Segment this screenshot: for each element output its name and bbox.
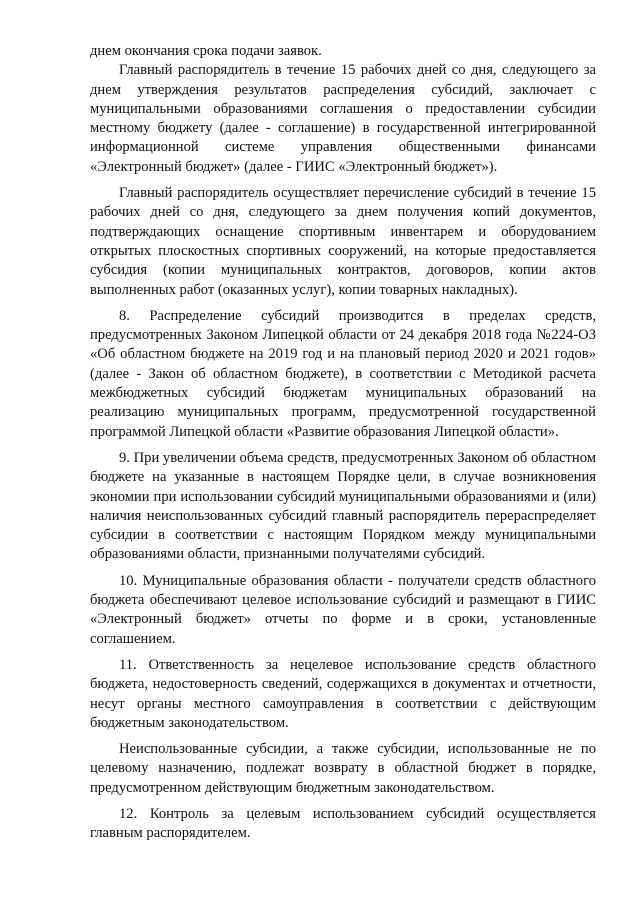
- paragraph-item-12: 12. Контроль за целевым использованием субсидий осуществляется главным распорядителем.: [90, 805, 596, 842]
- paragraph-agreement: Главный распорядитель в течение 15 рабочих дней со дня, следующего за днем утверждения результатов распределения субсидий, заключает с муниципальными образованиями соглашения о предоставлении субсидии местному бюджету (далее - соглашение) в государственной интегрированной информационной системе управления общественными финансами «Электронный бюджет» (далее - ГИИС «Электронный бюджет»).: [90, 62, 596, 175]
- paragraph-unused-subsidies: Неиспользованные субсидии, а также субсидии, использованные не по целевому назначению, подлежат возврату в областной бюджет в порядке, предусмотренном действующим бюджетным законодательством.: [90, 741, 596, 796]
- paragraph-item-9: 9. При увеличении объема средств, предусмотренных Законом об областном бюджете на указанные в настоящем Порядке цели, в случае возникновения экономии при использовании субсидий муниципальными образованиями и (или) наличия неиспользованных субсидий главный распорядитель перераспределяет субсидии в соответствии с настоящим Порядком между муниципальными образованиями области, признанными получателями субсидий.: [90, 449, 596, 563]
- paragraph-item-10: 10. Муниципальные образования области - получатели средств областного бюджета обеспечивают целевое использование субсидий и размещают в ГИИС «Электронный бюджет» отчеты по форме и в сроки, установленные соглашением.: [90, 572, 596, 647]
- paragraph-item-8: 8. Распределение субсидий производится в пределах средств, предусмотренных Законом Липецкой области от 24 декабря 2018 года №224-ОЗ «Об областном бюджете на 2019 год и на плановый период 2020 и 2021 годов» (далее - Закон об областном бюджете), в соответствии с Методикой расчета межбюджетных субсидий бюджетам муниципальных образований на реализацию муниципальных программ, предусмотренной государственной программой Липецкой области «Развитие образования Липецкой области».: [90, 307, 596, 440]
- paragraph-continuation: днем окончания срока подачи заявок.: [90, 43, 322, 59]
- paragraph-item-11: 11. Ответственность за нецелевое использование средств областного бюджета, недостоверность сведений, содержащихся в документах и отчетности, несут органы местного самоуправления в соответствии с действующим бюджетным законодательством.: [90, 656, 596, 731]
- document-page: [90, 42, 596, 844]
- paragraph-transfer: Главный распорядитель осуществляет перечисление субсидий в течение 15 рабочих дней со дня, следующего за днем получения копий документов, подтверждающих оснащение спортивным инвентарем и оборудованием открытых плоскостных спортивных сооружений, на которые предоставляется субсидия (копии муниципальных контрактов, договоров, копии актов выполненных работ (оказанных услуг), копии товарных накладных).: [90, 185, 596, 298]
